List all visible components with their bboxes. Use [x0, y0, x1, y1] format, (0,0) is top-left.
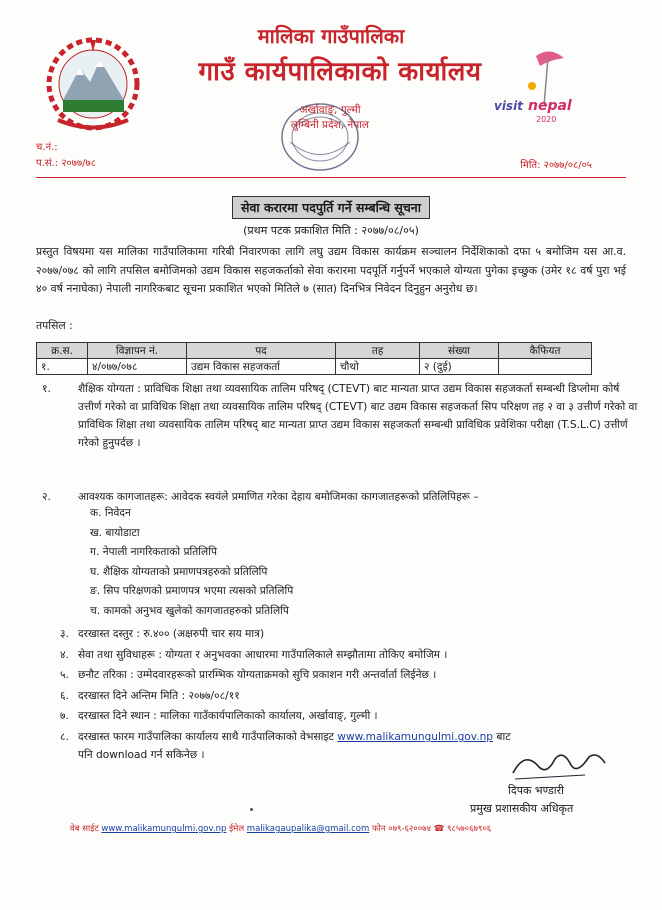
col-header: तह — [336, 343, 420, 359]
items-3-7 — [60, 624, 620, 727]
sub-item: च. कामको अनुभव खुलेको कागजातहरुको प्रतिलिपि — [90, 604, 289, 617]
sub-item: ङ. सिप परिक्षणको प्रमाणपत्र भएमा त्यसको प्रतिलिपि — [90, 585, 294, 597]
table-header-row — [37, 343, 592, 359]
website-link[interactable]: www.malikamungulmi.gov.np — [337, 731, 494, 743]
cell: ४/०७७/०७८ — [88, 359, 187, 375]
publication-date: (प्रथम पटक प्रकाशित मिति : २०७७/०८/०५) — [243, 224, 419, 237]
col-header: संख्या — [420, 343, 499, 359]
svg-text:2020: 2020 — [536, 115, 557, 124]
cell: उद्यम विकास सहजकर्ता — [187, 359, 336, 375]
address-line-2: लुम्बिनी प्रदेश, नेपाल — [290, 119, 370, 131]
footer-contact — [70, 823, 491, 834]
item-text: छनौट तरिका : उम्मेदवारहरूको प्रारम्भिक योग्यताक्रमको सुचि प्रकाशन गरी अन्तर्वार्ता लिईनेछ । — [78, 669, 437, 681]
list-item — [42, 380, 638, 452]
item-number: २. — [42, 491, 51, 503]
reference-numbers — [36, 140, 96, 172]
item-text: दरखास्त दिने स्थान : मालिका गाउँकार्यपालिकाको कार्यालय, अर्खावाङ्, गुल्मी । — [78, 710, 378, 722]
col-header: क्र.स. — [37, 343, 88, 359]
letter-date: मिति: २०७७/०८/०५ — [520, 160, 592, 171]
signatory-title: प्रमुख प्रशासकीय अधिकृत — [470, 802, 574, 815]
municipality-name: मालिका गाउँपालिका — [257, 24, 405, 48]
list-item — [60, 624, 620, 645]
footer-website-link[interactable]: www.malikamungulmi.gov.np — [101, 824, 227, 834]
address-line-1: अर्खावाङ्‍, गुल्मी — [299, 104, 361, 116]
item-number: ६. — [60, 689, 69, 702]
vacancy-table — [36, 342, 592, 375]
notice-title-box — [0, 196, 662, 219]
footer-web-label: वेब साईट — [70, 824, 99, 834]
item-text-post: बाट — [493, 731, 511, 743]
sub-item: घ. शैक्षिक योग्यताको प्रमाणपत्रहरुको प्रतिलिपि — [90, 565, 268, 578]
svg-text:visit: visit — [494, 99, 523, 113]
list-item — [60, 665, 620, 686]
item-number: ४. — [60, 648, 69, 661]
item-text: शैक्षिक योग्यता : प्राविधिक शिक्षा तथा व्यवसायिक तालिम परिषद् (CTEVT) बाट मान्यता प्राप्त उद्यम विकास सहजकर्ता सम्बन्धी डिप्लोमा कोर्ष उत्तीर्ण गरेको वा प्राविधिक शिक्षा तथा व्यवसायिक तालिम परिषद् (CTEVT) बाट उद्यम विकास सहजकर्ता सिप परिक्षण तह २ वा ३ उत्तीर्ण गरेको वा प्राविधिक शिक्षा तथा व्यवसायिक तालिम परिषद् बाट मान्यता प्राप्त उद्यम विकास सहजकर्ता सम्बन्धी प्राविधिक प्रवेशिका परीक्षा (T.S.L.C) उत्तीर्ण गरेको हुनुपर्दछ । — [78, 383, 638, 449]
footer-phone: फोन ०७९-६२००७४ ☎ ९८५७०६७९०६ — [371, 824, 492, 834]
col-header: कैफियत — [499, 343, 592, 359]
item-number: ८. — [60, 731, 69, 743]
item-text: दरखास्त दस्तुर : रु.४०० (अक्षरुपी चार सय मात्र) — [78, 628, 265, 640]
office-stamp — [275, 97, 365, 177]
item-text: आवश्यक कागजातहरू: आवेदक स्वयंले प्रमाणित गरेका देहाय बमोजिमका कागजातहरूको प्रतिलिपिहरू – — [78, 491, 479, 503]
table-row — [37, 359, 592, 375]
svg-text:nepal: nepal — [528, 98, 572, 114]
office-title: गाउँ कार्यपालिकाको कार्यालय — [198, 57, 482, 87]
list-item — [60, 645, 620, 666]
item-number: १. — [42, 383, 51, 395]
sub-item: क. निवेदन — [90, 507, 131, 519]
cell: १. — [37, 359, 88, 375]
cell — [499, 359, 592, 375]
item-text: दरखास्त फारम गाउँपालिका कार्यालय साथै गाउँपालिकाको वेभसाइट — [78, 731, 338, 743]
footer-email-label: ईमेल — [229, 824, 245, 834]
letter-no: प.सं.: २०७७/७८ — [36, 158, 96, 169]
sub-item: ख. बायोडाटा — [90, 526, 140, 539]
col-header: पद — [187, 343, 336, 359]
cell: चौथो — [336, 359, 420, 375]
cell: २ (दुई) — [420, 359, 499, 375]
notice-paragraph: प्रस्तुत विषयमा यस मालिका गाउँपालिकामा गरिबी निवारणका लागि लघु उद्यम विकास कार्यक्रम सञ्चालन निर्देशिकाको दफा ५ बमोजिम यस आ.व. २०७७/०७८ को लागि तपसिल बमोजिमको उद्यम विकास सहजकर्ताको सेवा करारमा पदपूर्ति गर्नुपर्ने भएकाले योग्यता पुगेका इच्छुक (उमेर १८ वर्ष पुरा भई ४० वर्ष ननाघेका) नेपाली नागरिकबाट सूचना प्रकाशित भएको मितिले ७ (सात) दिनभित्र निवेदन दिनुहुन अनुरोध छ। — [36, 245, 626, 295]
item-text: दरखास्त दिने अन्तिम मिति : २०७७/०८/११ — [78, 689, 240, 702]
notice-title: सेवा करारमा पदपुर्ति गर्ने सम्बन्धि सूचना — [232, 196, 430, 219]
item-number: ३. — [60, 628, 69, 640]
list-item — [60, 686, 620, 707]
item-number: ५. — [60, 669, 69, 681]
item-number: ७. — [60, 710, 69, 722]
header-divider — [36, 177, 626, 178]
item-text-line2: पनि download गर्न सकिनेछ । — [78, 749, 205, 761]
ref-no: च.नं.: — [36, 142, 58, 153]
tapsil-label: तपसिल : — [36, 319, 73, 332]
dot-mark — [250, 808, 253, 811]
visit-nepal-logo — [488, 46, 592, 132]
sub-item: ग. नेपाली नागरिकताको प्रतिलिपि — [90, 546, 217, 558]
item-text: सेवा तथा सुविधाहरू : योग्यता र अनुभवका आधारमा गाउँपालिकाले सम्झौतामा तोकिए बमोजिम । — [78, 648, 448, 661]
col-header: विज्ञापन नं. — [88, 343, 187, 359]
signatory-name: दिपक भण्डारी — [508, 784, 564, 797]
handwritten-signature — [505, 745, 615, 785]
footer-email-link[interactable]: malikagaupalika@gmail.com — [246, 824, 370, 834]
documents-list — [90, 504, 293, 621]
list-item — [60, 706, 620, 727]
